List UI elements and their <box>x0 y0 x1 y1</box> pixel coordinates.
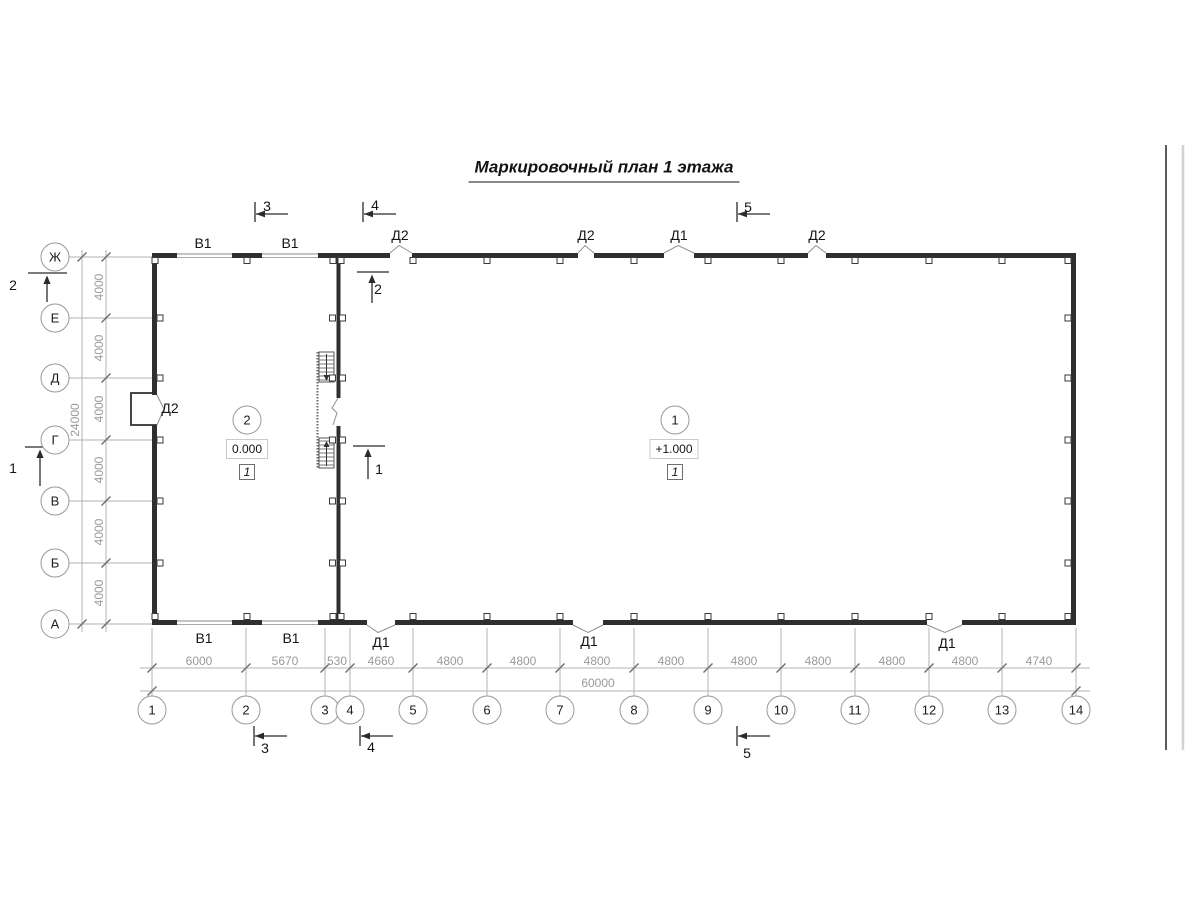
dim-label: 4000 <box>92 334 106 362</box>
col-axis-label: 7 <box>556 702 564 718</box>
col-axis-bubble <box>1062 696 1091 725</box>
axis-grid-rows <box>69 257 152 624</box>
door-label: Д2 <box>808 227 826 243</box>
col-axis-label: 1 <box>148 702 156 718</box>
row-axis-bubble <box>41 426 70 455</box>
col-axis-label: 11 <box>848 702 862 718</box>
porch-outline <box>131 393 157 425</box>
row-axis-label: Г <box>51 432 59 448</box>
dim-label: 4800 <box>878 654 906 668</box>
col-axis-bubble <box>988 696 1017 725</box>
section-mark-label: 5 <box>744 199 752 215</box>
dim-label: 4800 <box>730 654 758 668</box>
dim-label: 4800 <box>804 654 832 668</box>
row-axis-bubble <box>41 304 70 333</box>
dim-label: 4000 <box>92 395 106 423</box>
door-label: Д1 <box>670 227 688 243</box>
door-label: Д2 <box>161 400 179 416</box>
left-dimension-lines <box>82 250 106 632</box>
door-label: Д1 <box>580 633 598 649</box>
row-axis-label: А <box>50 616 60 632</box>
dim-label: 4000 <box>92 273 106 301</box>
col-axis-bubble <box>694 696 723 725</box>
window-label: В1 <box>282 630 300 646</box>
section-mark-label: 3 <box>263 198 271 214</box>
col-axis-label: 14 <box>1068 702 1084 718</box>
section-mark-label: 2 <box>9 277 17 293</box>
room-number-bubble <box>661 406 690 435</box>
col-axis-bubble <box>336 696 365 725</box>
col-axis-label: 12 <box>921 702 937 718</box>
col-axis-bubble <box>546 696 575 725</box>
elevation-label: +1.000 <box>649 439 698 459</box>
room-type-mark: 1 <box>239 464 255 480</box>
row-axis-label: Е <box>50 310 60 326</box>
dim-label: 6000 <box>185 654 213 668</box>
window-label: В1 <box>194 235 212 251</box>
room-type-mark: 1 <box>667 464 683 480</box>
elevation-label: 0.000 <box>226 439 268 459</box>
dim-label: 4000 <box>92 518 106 546</box>
drawing-title: Маркировочный план 1 этажа <box>469 158 740 183</box>
room-number-label: 2 <box>243 412 251 428</box>
dim-total-label: 60000 <box>581 676 615 690</box>
section-mark-label: 1 <box>9 460 17 476</box>
col-axis-label: 8 <box>630 702 638 718</box>
room-number-label: 1 <box>671 412 679 428</box>
dim-label: 4660 <box>367 654 395 668</box>
col-axis-label: 5 <box>409 702 417 718</box>
dim-label: 4000 <box>92 579 106 607</box>
col-axis-label: 4 <box>346 702 354 718</box>
dim-label: 4800 <box>951 654 979 668</box>
row-axis-bubble <box>41 364 70 393</box>
dim-total-label: 24000 <box>68 403 82 437</box>
col-axis-label: 3 <box>321 702 329 718</box>
column-tick-squares <box>152 258 1071 620</box>
window-label: В1 <box>281 235 299 251</box>
door-opening-marks <box>157 246 962 633</box>
dim-label: 530 <box>326 654 348 668</box>
row-axis-bubble <box>41 243 70 272</box>
window-label: В1 <box>195 630 213 646</box>
section-mark-label: 4 <box>371 197 379 213</box>
stairs-icon <box>318 352 335 468</box>
col-axis-label: 10 <box>773 702 789 718</box>
room-number-bubble <box>233 406 262 435</box>
door-label: Д1 <box>372 634 390 650</box>
door-label: Д2 <box>577 227 595 243</box>
dim-label: 4000 <box>92 456 106 484</box>
walls <box>152 253 1076 625</box>
sheet-edge-line <box>1166 145 1183 750</box>
row-axis-bubble <box>41 610 70 639</box>
row-axis-label: В <box>50 493 60 509</box>
col-axis-bubble <box>399 696 428 725</box>
section-mark-label: 2 <box>374 281 382 297</box>
dimension-ticks <box>78 253 1081 696</box>
col-axis-bubble <box>767 696 796 725</box>
col-axis-bubble <box>620 696 649 725</box>
section-mark-label: 3 <box>261 740 269 756</box>
row-axis-bubble <box>41 549 70 578</box>
col-axis-label: 2 <box>242 702 250 718</box>
dim-label: 4800 <box>583 654 611 668</box>
dim-label: 4800 <box>436 654 464 668</box>
section-mark-label: 4 <box>367 739 375 755</box>
dim-label: 5670 <box>271 654 299 668</box>
section-mark-label: 5 <box>743 745 751 761</box>
door-label: Д2 <box>391 227 409 243</box>
col-axis-bubble <box>232 696 261 725</box>
col-axis-bubble <box>915 696 944 725</box>
col-axis-bubble <box>473 696 502 725</box>
section-mark-label: 1 <box>375 461 383 477</box>
row-axis-label: Ж <box>48 249 61 265</box>
col-axis-bubble <box>138 696 167 725</box>
col-axis-label: 6 <box>483 702 491 718</box>
col-axis-label: 13 <box>994 702 1010 718</box>
row-axis-bubble <box>41 487 70 516</box>
dim-label: 4800 <box>509 654 537 668</box>
col-axis-bubble <box>841 696 870 725</box>
dim-label: 4800 <box>657 654 685 668</box>
dim-label: 4740 <box>1025 654 1053 668</box>
row-axis-label: Д <box>50 370 60 386</box>
col-axis-label: 9 <box>704 702 712 718</box>
row-axis-label: Б <box>50 555 60 571</box>
door-label: Д1 <box>938 635 956 651</box>
